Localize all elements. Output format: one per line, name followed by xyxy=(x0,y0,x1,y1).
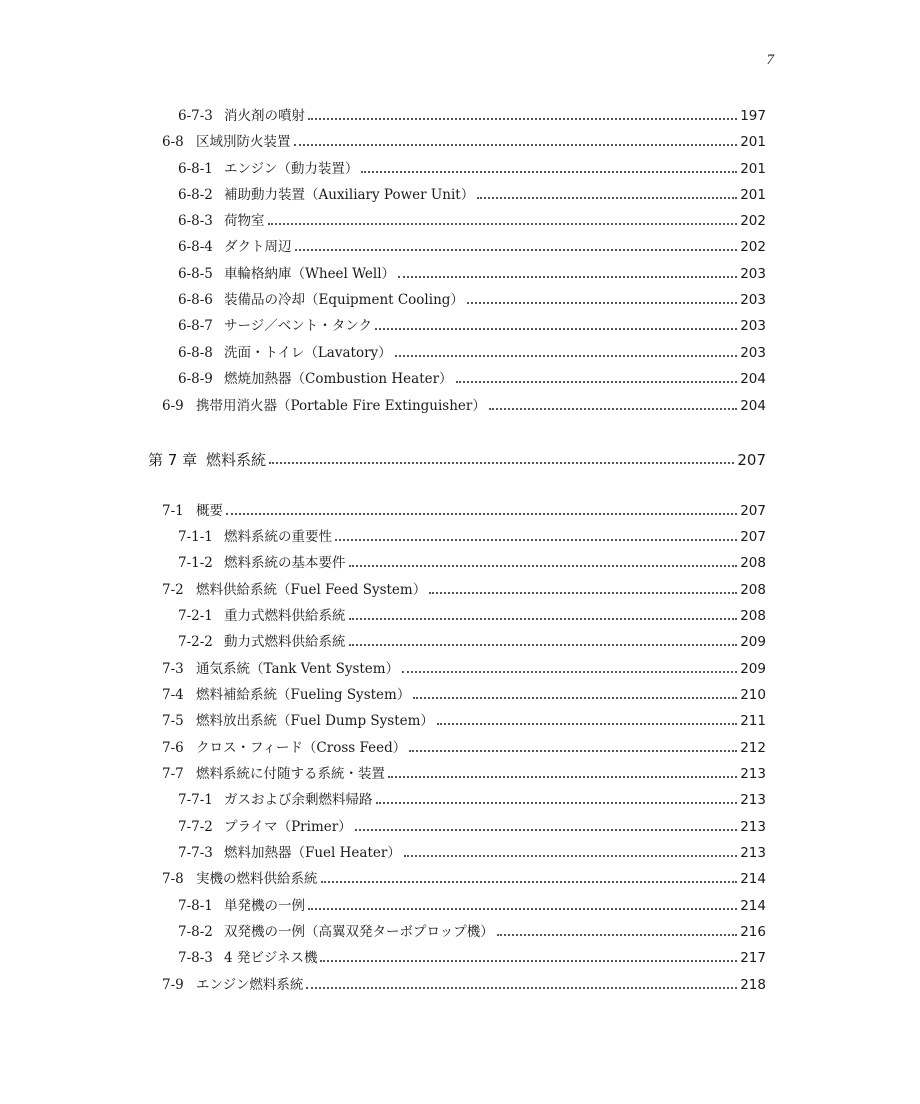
entry-page: 214 xyxy=(740,898,766,914)
entry-number: 6-8-9 xyxy=(178,371,213,387)
toc-entry xyxy=(178,184,766,206)
toc-entry xyxy=(178,895,766,917)
dot-leader xyxy=(489,408,737,410)
toc-entry xyxy=(162,737,766,759)
entry-page: 207 xyxy=(740,503,766,519)
dot-leader xyxy=(308,908,737,910)
entry-page: 204 xyxy=(740,371,766,387)
entry-number: 6-8-7 xyxy=(178,318,213,334)
dot-leader xyxy=(294,144,738,146)
entry-page: 203 xyxy=(740,266,766,282)
dot-leader xyxy=(375,328,737,330)
toc-entry xyxy=(178,263,766,285)
entry-title: ダクト周辺 xyxy=(224,239,292,255)
toc-entry xyxy=(178,789,766,811)
toc-entry xyxy=(162,684,766,706)
dot-leader xyxy=(349,565,738,567)
entry-title: 燃料加熱器（Fuel Heater） xyxy=(224,845,401,861)
entry-page: 201 xyxy=(740,187,766,203)
entry-page: 217 xyxy=(740,950,766,966)
entry-number: 6-8-2 xyxy=(178,187,213,203)
dot-leader xyxy=(497,934,737,936)
dot-leader xyxy=(395,355,738,357)
entry-page: 203 xyxy=(740,318,766,334)
toc-entry xyxy=(162,763,766,785)
entry-page: 204 xyxy=(740,398,766,414)
toc-entry xyxy=(178,315,766,337)
dot-leader xyxy=(320,960,737,962)
entry-number: 7-7-1 xyxy=(178,792,213,808)
entry-title: ガスおよび余剰燃料帰路 xyxy=(224,792,373,808)
entry-title: 燃料系統に付随する系統・装置 xyxy=(196,766,385,782)
dot-leader xyxy=(467,302,737,304)
entry-title: 荷物室 xyxy=(224,213,265,229)
entry-title: 装備品の冷却（Equipment Cooling） xyxy=(224,292,464,308)
toc-entry xyxy=(178,158,766,180)
entry-number: 7-8-1 xyxy=(178,898,213,914)
toc-entry xyxy=(162,974,766,996)
entry-page: 208 xyxy=(740,608,766,624)
entry-title: 実機の燃料供給系統 xyxy=(196,871,318,887)
entry-number: 7-5 xyxy=(162,713,184,729)
entry-number: 7-2-2 xyxy=(178,634,213,650)
entry-page: 209 xyxy=(740,634,766,650)
toc-entry xyxy=(178,289,766,311)
entry-number: 7-7-3 xyxy=(178,845,213,861)
entry-page: 203 xyxy=(740,292,766,308)
entry-number: 7-6 xyxy=(162,740,184,756)
entry-page: 213 xyxy=(740,819,766,835)
dot-leader xyxy=(349,618,738,620)
toc-entry xyxy=(162,579,766,601)
toc-entry xyxy=(178,921,766,943)
entry-number: 7-8-2 xyxy=(178,924,213,940)
toc-entry xyxy=(162,500,766,522)
dot-leader xyxy=(321,881,738,883)
entry-title: 重力式燃料供給系統 xyxy=(224,608,346,624)
entry-number: 7-1-1 xyxy=(178,529,213,545)
toc-entry xyxy=(178,368,766,390)
entry-title: クロス・フィード（Cross Feed） xyxy=(196,740,407,756)
entry-number: 7-8 xyxy=(162,871,184,887)
entry-page: 213 xyxy=(740,766,766,782)
toc-entry xyxy=(178,526,766,548)
chapter-number: 第 7 章 xyxy=(148,451,198,469)
dot-leader xyxy=(268,223,738,225)
entry-title: サージ／ベント・タンク xyxy=(224,318,372,334)
entry-page: 201 xyxy=(740,134,766,150)
toc-entry xyxy=(178,552,766,574)
toc-entry xyxy=(178,342,766,364)
entry-page: 207 xyxy=(740,529,766,545)
entry-number: 7-8-3 xyxy=(178,950,213,966)
entry-title: 燃焼加熱器（Combustion Heater） xyxy=(224,371,453,387)
entry-page: 208 xyxy=(740,555,766,571)
toc-entry xyxy=(178,816,766,838)
entry-title: 燃料系統の重要性 xyxy=(224,529,332,545)
dot-leader xyxy=(335,539,737,541)
entry-title: エンジン燃料系統 xyxy=(196,977,304,993)
entry-number: 7-2 xyxy=(162,582,184,598)
dot-leader xyxy=(413,697,737,699)
entry-title: 4 発ビジネス機 xyxy=(224,950,318,966)
entry-title: 区域別防火装置 xyxy=(196,134,291,150)
toc-entry xyxy=(162,131,766,153)
entry-title: エンジン（動力装置） xyxy=(224,161,359,177)
toc-entry xyxy=(162,868,766,890)
entry-title: 洗面・トイレ（Lavatory） xyxy=(224,345,392,361)
toc-entry xyxy=(178,842,766,864)
toc-entry xyxy=(162,658,766,680)
dot-leader xyxy=(398,276,737,278)
entry-title: 携帯用消火器（Portable Fire Extinguisher） xyxy=(196,398,486,414)
dot-leader xyxy=(295,249,738,251)
entry-number: 7-7-2 xyxy=(178,819,213,835)
toc-entry xyxy=(178,631,766,653)
entry-number: 7-4 xyxy=(162,687,184,703)
entry-title: 単発機の一例 xyxy=(224,898,305,914)
chapter-heading xyxy=(148,449,766,471)
entry-number: 7-1 xyxy=(162,503,184,519)
dot-leader xyxy=(308,118,737,120)
entry-title: 補助動力装置（Auxiliary Power Unit） xyxy=(224,187,475,203)
entry-number: 7-1-2 xyxy=(178,555,213,571)
entry-page: 216 xyxy=(740,924,766,940)
chapter-page: 207 xyxy=(737,451,766,469)
entry-title: 燃料放出系統（Fuel Dump System） xyxy=(196,713,434,729)
entry-title: 消火剤の噴射 xyxy=(224,108,305,124)
entry-page: 210 xyxy=(740,687,766,703)
entry-number: 6-8-6 xyxy=(178,292,213,308)
entry-title: 燃料供給系統（Fuel Feed System） xyxy=(196,582,427,598)
entry-title: 双発機の一例（高翼双発ターボプロップ機） xyxy=(224,924,494,940)
dot-leader xyxy=(306,987,737,989)
entry-title: プライマ（Primer） xyxy=(224,819,352,835)
toc-entry xyxy=(178,210,766,232)
toc-entry xyxy=(162,710,766,732)
entry-title: 概要 xyxy=(196,503,223,519)
entry-number: 6-8-4 xyxy=(178,239,213,255)
dot-leader xyxy=(361,171,737,173)
entry-number: 6-9 xyxy=(162,398,184,414)
dot-leader xyxy=(355,829,738,831)
entry-number: 6-8-5 xyxy=(178,266,213,282)
dot-leader xyxy=(477,197,737,199)
entry-page: 202 xyxy=(740,239,766,255)
entry-page: 201 xyxy=(740,161,766,177)
entry-page: 213 xyxy=(740,792,766,808)
entry-page: 214 xyxy=(740,871,766,887)
toc-entry xyxy=(178,236,766,258)
dot-leader xyxy=(269,462,734,464)
entry-page: 213 xyxy=(740,845,766,861)
entry-page: 211 xyxy=(740,713,766,729)
entry-title: 燃料補給系統（Fueling System） xyxy=(196,687,411,703)
entry-number: 6-8-1 xyxy=(178,161,213,177)
entry-number: 6-8-8 xyxy=(178,345,213,361)
toc-entry xyxy=(162,395,766,417)
dot-leader xyxy=(402,671,737,673)
entry-page: 208 xyxy=(740,582,766,598)
entry-title: 車輪格納庫（Wheel Well） xyxy=(224,266,396,282)
dot-leader xyxy=(388,776,737,778)
entry-number: 6-8-3 xyxy=(178,213,213,229)
toc-entry xyxy=(178,605,766,627)
entry-page: 202 xyxy=(740,213,766,229)
entry-number: 7-2-1 xyxy=(178,608,213,624)
toc-entry xyxy=(178,947,766,969)
entry-number: 7-7 xyxy=(162,766,184,782)
dot-leader xyxy=(409,750,737,752)
chapter-title: 燃料系統 xyxy=(206,451,267,469)
entry-page: 209 xyxy=(740,661,766,677)
page-number: 7 xyxy=(766,52,774,68)
entry-page: 212 xyxy=(740,740,766,756)
dot-leader xyxy=(429,592,737,594)
dot-leader xyxy=(226,513,737,515)
entry-title: 動力式燃料供給系統 xyxy=(224,634,346,650)
dot-leader xyxy=(404,855,737,857)
toc-entry xyxy=(178,105,766,127)
entry-number: 6-7-3 xyxy=(178,108,213,124)
entry-number: 7-9 xyxy=(162,977,184,993)
dot-leader xyxy=(349,644,738,646)
dot-leader xyxy=(456,381,738,383)
entry-title: 燃料系統の基本要件 xyxy=(224,555,346,571)
dot-leader xyxy=(437,723,737,725)
entry-page: 203 xyxy=(740,345,766,361)
entry-number: 7-3 xyxy=(162,661,184,677)
entry-page: 197 xyxy=(740,108,766,124)
entry-title: 通気系統（Tank Vent System） xyxy=(196,661,400,677)
entry-number: 6-8 xyxy=(162,134,184,150)
entry-page: 218 xyxy=(740,977,766,993)
dot-leader xyxy=(376,802,738,804)
